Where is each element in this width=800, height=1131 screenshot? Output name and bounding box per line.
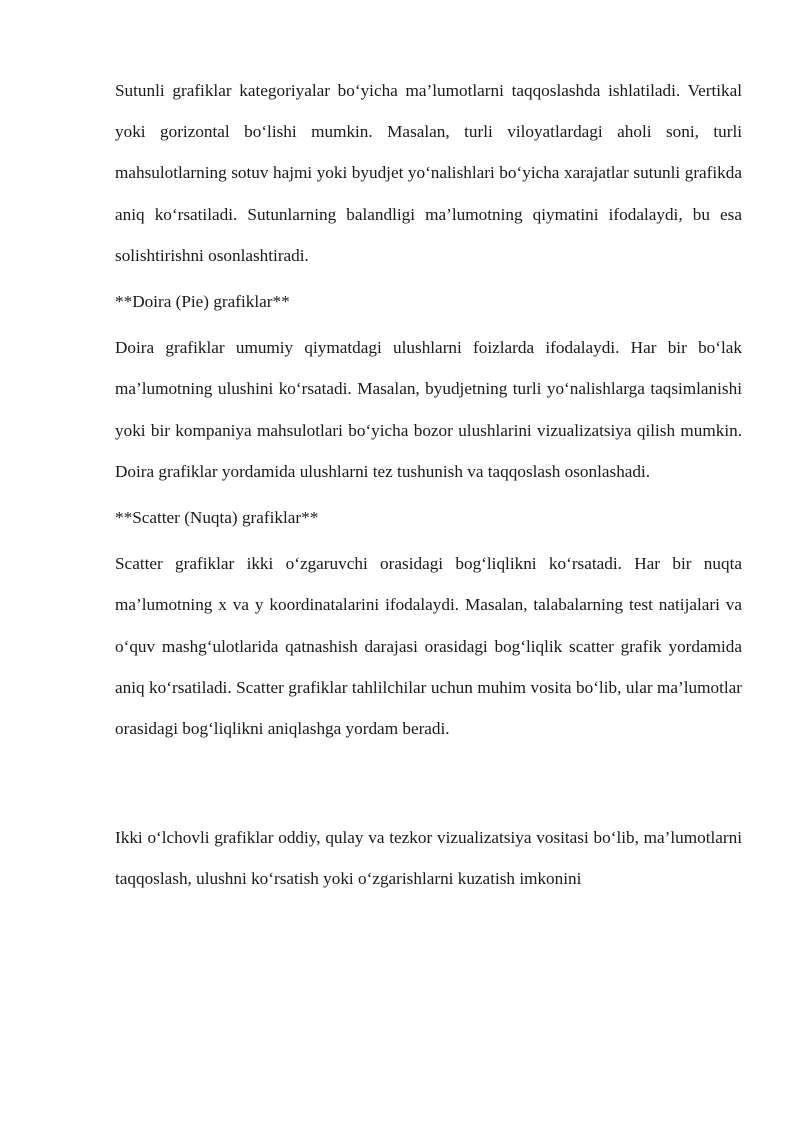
heading-pie-charts: **Doira (Pie) grafiklar** [115, 292, 290, 312]
paragraph-scatter-charts: Scatter grafiklar ikki o‘zgaruvchi orasidagi bog‘liqlikni ko‘rsatadi. Har bir nuqta ma’lumotning x va y koordinatalarini ifodalaydi. Masalan, talabalarning test natijalari va o‘quv mashg‘ulotlarida qatnashish darajasi orasidagi bog‘liqlik scatter grafik yordamida aniq ko‘rsatiladi. Scatter grafiklar tahlilchilar uchun muhim vosita bo‘lib, ular ma’lumotlar orasidagi bog‘liqlikni aniqlashga yordam beradi. [115, 554, 742, 739]
heading-scatter-charts: **Scatter (Nuqta) grafiklar** [115, 508, 319, 528]
paragraph-bar-charts: Sutunli grafiklar kategoriyalar bo‘yicha ma’lumotlarni taqqoslashda ishlatiladi. Vertikal yoki gorizontal bo‘lishi mumkin. Masalan, turli viloyatlardagi aholi soni, turli mahsulotlarning sotuv hajmi yoki byudjet yo‘nalishlari bo‘yicha xarajatlar sutunli grafikda aniq ko‘rsatiladi. Sutunlarning balandligi ma’lumotning qiymatini ifodalaydi, bu esa solishtirishni osonlashtiradi. [115, 81, 742, 265]
paragraph-pie-charts: Doira grafiklar umumiy qiymatdagi ulushlarni foizlarda ifodalaydi. Har bir bo‘lak ma’lumotning ulushini ko‘rsatadi. Masalan, byudjetning turli yo‘nalishlarga taqsimlanishi yoki bir kompaniya mahsulotlari bo‘yicha bozor ulushlarini vizualizatsiya qilish mumkin. Doira grafiklar yordamida ulushlarni tez tushunish va taqqoslash osonlashadi. [115, 338, 742, 481]
paragraph-conclusion: Ikki o‘lchovli grafiklar oddiy, qulay va tezkor vizualizatsiya vositasi bo‘lib, ma’lumotlarni taqqoslash, ulushni ko‘rsatish yoki o‘zgarishlarni kuzatish imkonini [115, 828, 742, 889]
document-page [115, 70, 742, 905]
paragraph-spacer [115, 754, 742, 817]
